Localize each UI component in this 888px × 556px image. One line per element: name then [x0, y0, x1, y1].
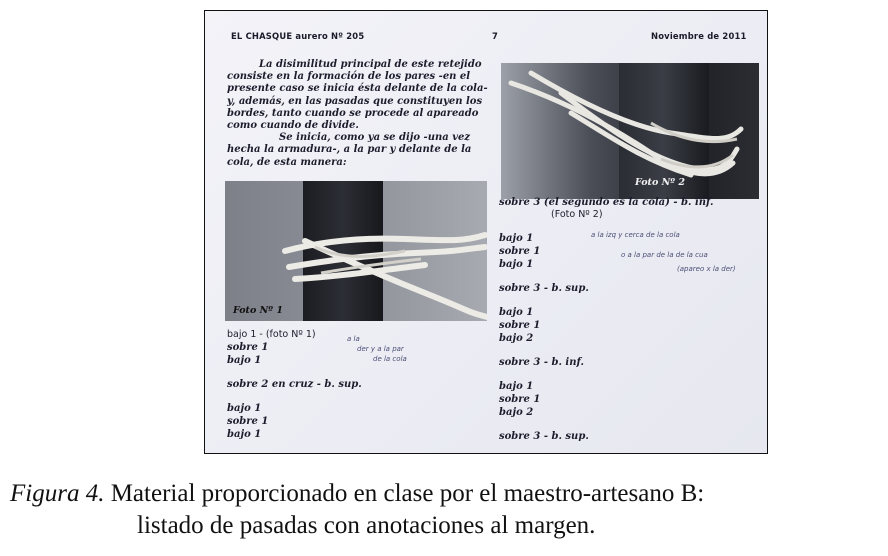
- paragraph-line: como cuando de divide.: [227, 120, 359, 132]
- figure-label: Figura 4.: [10, 480, 105, 507]
- left-list-item: sobre 1: [227, 416, 269, 427]
- right-list-item: sobre 3 (el segundo es la cola) - b. inf.: [499, 197, 714, 208]
- photo-2: [501, 63, 759, 199]
- right-list-item: sobre 1: [499, 394, 541, 405]
- paragraph-line: consiste en la formación de los pares -en el: [227, 71, 471, 83]
- header-left: EL CHASQUE aurero Nº 205: [231, 31, 365, 41]
- handwritten-note-right: (apareo x la der): [677, 265, 736, 273]
- figure-caption-line-2: listado de pasadas con anotaciones al margen.: [137, 512, 596, 539]
- paragraph-line: hecha la armadura-, a la par y delante de la: [227, 144, 472, 156]
- handwritten-note-left: de la cola: [373, 355, 407, 363]
- right-list-item: sobre 3 - b. inf.: [499, 357, 584, 368]
- photo-1: [225, 181, 487, 321]
- figure-caption: [10, 478, 704, 542]
- photo-1-caption: Foto Nº 1: [233, 305, 283, 316]
- paragraph-line: Se inicia, como ya se dijo -una vez: [279, 132, 471, 144]
- left-list-item: bajo 1: [227, 355, 262, 366]
- left-list-item: bajo 1: [227, 429, 262, 440]
- right-list-item: bajo 2: [499, 333, 534, 344]
- right-list-item: bajo 1: [499, 381, 534, 392]
- paragraph-line: La disimilitud principal de este retejido: [259, 59, 482, 70]
- right-list-item: sobre 3 - b. sup.: [499, 431, 589, 442]
- right-list-item: bajo 1: [499, 307, 534, 318]
- right-list-item: sobre 1: [499, 246, 541, 257]
- left-list-item: sobre 1: [227, 342, 269, 353]
- handwritten-note-right: o a la par de la de la cua: [621, 251, 708, 259]
- paragraph-line: y, además, en las pasadas que constituyen los: [227, 95, 483, 107]
- paragraph-line: bordes, tanto cuando se procede al apareado: [227, 107, 479, 119]
- handwritten-note-right: a la izq y cerca de la cola: [591, 231, 680, 239]
- left-list-item: sobre 2 en cruz - b. sup.: [227, 379, 362, 390]
- handwritten-note-left: der y a la par: [357, 345, 404, 353]
- right-list-item: bajo 1: [499, 259, 534, 270]
- left-list-item: bajo 1: [227, 403, 262, 414]
- paragraph-line: presente caso se inicia ésta delante de la cola-: [227, 83, 488, 95]
- right-list-item: bajo 2: [499, 407, 534, 418]
- left-list-item: bajo 1 - (foto Nº 1): [227, 329, 316, 340]
- right-list-item: (Foto Nº 2): [551, 209, 603, 220]
- figure-caption-line-1: Material proporcionado en clase por el maestro-artesano B:: [110, 480, 705, 507]
- header-date: Noviembre de 2011: [651, 31, 747, 41]
- right-list-item: sobre 1: [499, 320, 541, 331]
- right-list-item: sobre 3 - b. sup.: [499, 283, 589, 294]
- right-list-item: bajo 1: [499, 233, 534, 244]
- header-page-number: 7: [492, 31, 499, 41]
- handwritten-note-left: a la: [347, 335, 360, 343]
- scanned-page: [204, 10, 768, 454]
- paragraph-line: cola, de esta manera:: [227, 156, 347, 168]
- photo-2-caption: Foto Nº 2: [635, 177, 685, 188]
- intro-paragraph: [227, 59, 489, 169]
